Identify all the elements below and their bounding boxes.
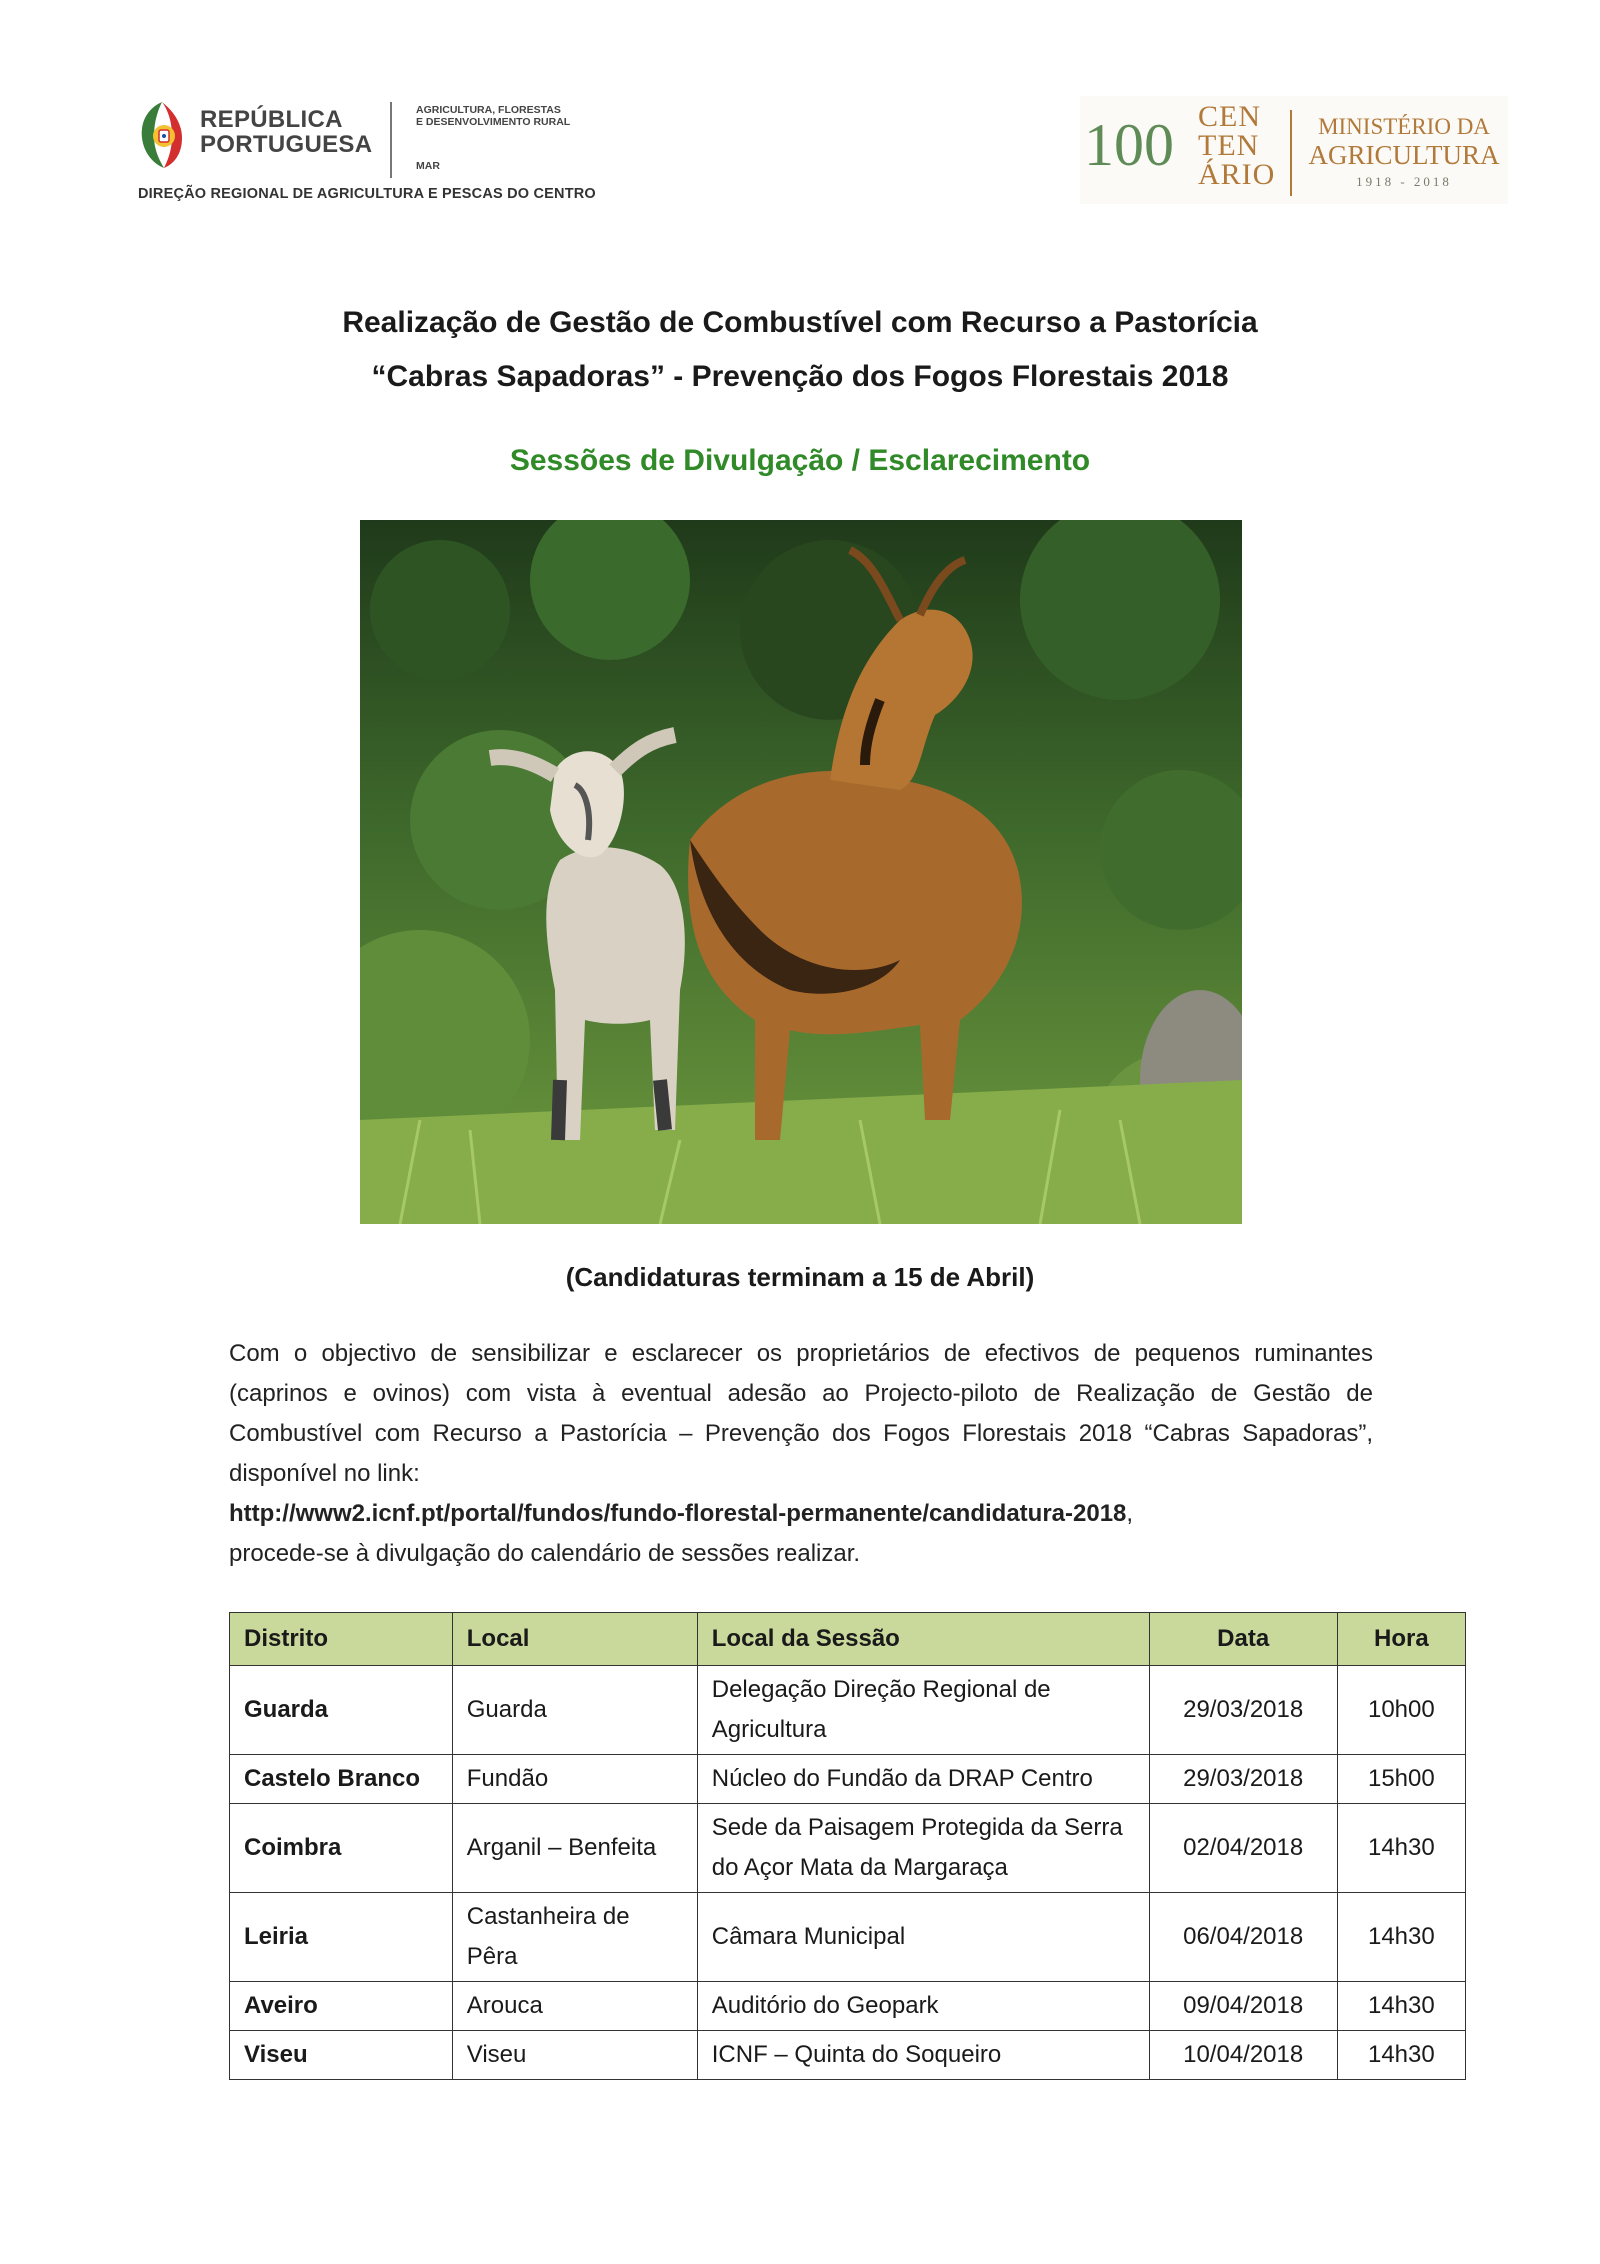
- cell-hora: 14h30: [1337, 1893, 1465, 1982]
- ministry-name: AGRICULTURA, FLORESTAS E DESENVOLVIMENTO RURAL: [416, 104, 571, 128]
- cell-distrito: Leiria: [230, 1893, 453, 1982]
- candidatura-link[interactable]: http://www2.icnf.pt/portal/fundos/fundo-florestal-permanente/candidatura-2018: [229, 1500, 1127, 1527]
- table-row: [230, 1666, 1466, 1755]
- cell-local: Castanheira de Pêra: [452, 1893, 697, 1982]
- republica-portuguesa-name: REPÚBLICA PORTUGUESA: [200, 106, 373, 158]
- table-row: [230, 2031, 1466, 2080]
- cell-distrito: Castelo Branco: [230, 1755, 453, 1804]
- deadline-note: (Candidaturas terminam a 15 de Abril): [565, 1262, 1035, 1292]
- cell-local-sessao: Delegação Direção Regional de Agricultura: [697, 1666, 1149, 1755]
- cell-local: Arganil – Benfeita: [452, 1804, 697, 1893]
- cell-hora: 15h00: [1337, 1755, 1465, 1804]
- cell-data: 29/03/2018: [1149, 1755, 1337, 1804]
- cell-local-sessao: ICNF – Quinta do Soqueiro: [697, 2031, 1149, 2080]
- table-row: [230, 1893, 1466, 1982]
- goats-photo: [360, 520, 1242, 1224]
- cell-data: 29/03/2018: [1149, 1666, 1337, 1755]
- document-subtitle: Sessões de Divulgação / Esclarecimento: [509, 444, 1091, 477]
- republica-portuguesa-logo: [138, 100, 598, 206]
- cell-data: 10/04/2018: [1149, 2031, 1337, 2080]
- centenario-divider: [1290, 110, 1292, 196]
- cell-hora: 10h00: [1337, 1666, 1465, 1755]
- cell-local: Arouca: [452, 1982, 697, 2031]
- col-header-data: Data: [1149, 1613, 1337, 1666]
- table-row: [230, 1804, 1466, 1893]
- centenario-logo: [1080, 96, 1508, 204]
- closing-text: procede-se à divulgação do calendário de sessões realizar.: [229, 1540, 861, 1567]
- cell-hora: 14h30: [1337, 2031, 1465, 2080]
- cell-distrito: Aveiro: [230, 1982, 453, 2031]
- table-row: [230, 1755, 1466, 1804]
- cell-local-sessao: Auditório do Geopark: [697, 1982, 1149, 2031]
- centenario-word: CEN TEN ÁRIO: [1198, 100, 1276, 191]
- cell-local: Guarda: [452, 1666, 697, 1755]
- cell-distrito: Coimbra: [230, 1804, 453, 1893]
- cell-local-sessao: Câmara Municipal: [697, 1893, 1149, 1982]
- cell-local: Fundão: [452, 1755, 697, 1804]
- intro-text: Com o objectivo de sensibilizar e esclarecer os proprietários de efectivos de pequenos ruminantes (caprinos e ovinos) com vista à eventual adesão ao Projecto-piloto de Realização de Gestão de Combustível com Recurso a Pastorícia – Prevenção dos Fogos Florestais 2018 “Cabras Sapadoras”, disponível no link:: [229, 1340, 1373, 1487]
- col-header-local: Local: [452, 1613, 697, 1666]
- col-header-hora: Hora: [1337, 1613, 1465, 1666]
- centenario-number: 100: [1084, 112, 1174, 178]
- cell-local-sessao: Núcleo do Fundão da DRAP Centro: [697, 1755, 1149, 1804]
- ministerio-agricultura-title: MINISTÉRIO DA AGRICULTURA 1918 - 2018: [1308, 114, 1500, 189]
- cell-distrito: Guarda: [230, 1666, 453, 1755]
- cell-local: Viseu: [452, 2031, 697, 2080]
- sessions-table: [229, 1612, 1466, 2080]
- cell-hora: 14h30: [1337, 1804, 1465, 1893]
- body-paragraph: [229, 1334, 1373, 1574]
- document-title-line1: Realização de Gestão de Combustível com Recurso a Pastorícia: [342, 306, 1258, 339]
- document-title-line2: “Cabras Sapadoras” - Prevenção dos Fogos Florestais 2018: [371, 360, 1229, 393]
- portugal-emblem-icon: [138, 100, 186, 170]
- cell-data: 09/04/2018: [1149, 1982, 1337, 2031]
- cell-data: 02/04/2018: [1149, 1804, 1337, 1893]
- cell-hora: 14h30: [1337, 1982, 1465, 2031]
- table-header-row: [230, 1613, 1466, 1666]
- ministry-sub: MAR: [416, 160, 440, 172]
- cell-local-sessao: Sede da Paisagem Protegida da Serra do Açor Mata da Margaraça: [697, 1804, 1149, 1893]
- logo-divider: [390, 102, 392, 178]
- col-header-distrito: Distrito: [230, 1613, 453, 1666]
- cell-distrito: Viseu: [230, 2031, 453, 2080]
- table-row: [230, 1982, 1466, 2031]
- link-line: http://www2.icnf.pt/portal/fundos/fundo-florestal-permanente/candidatura-2018,: [229, 1500, 1134, 1527]
- regional-directorate: DIREÇÃO REGIONAL DE AGRICULTURA E PESCAS DO CENTRO: [138, 186, 596, 202]
- col-header-local-sessao: Local da Sessão: [697, 1613, 1149, 1666]
- cell-data: 06/04/2018: [1149, 1893, 1337, 1982]
